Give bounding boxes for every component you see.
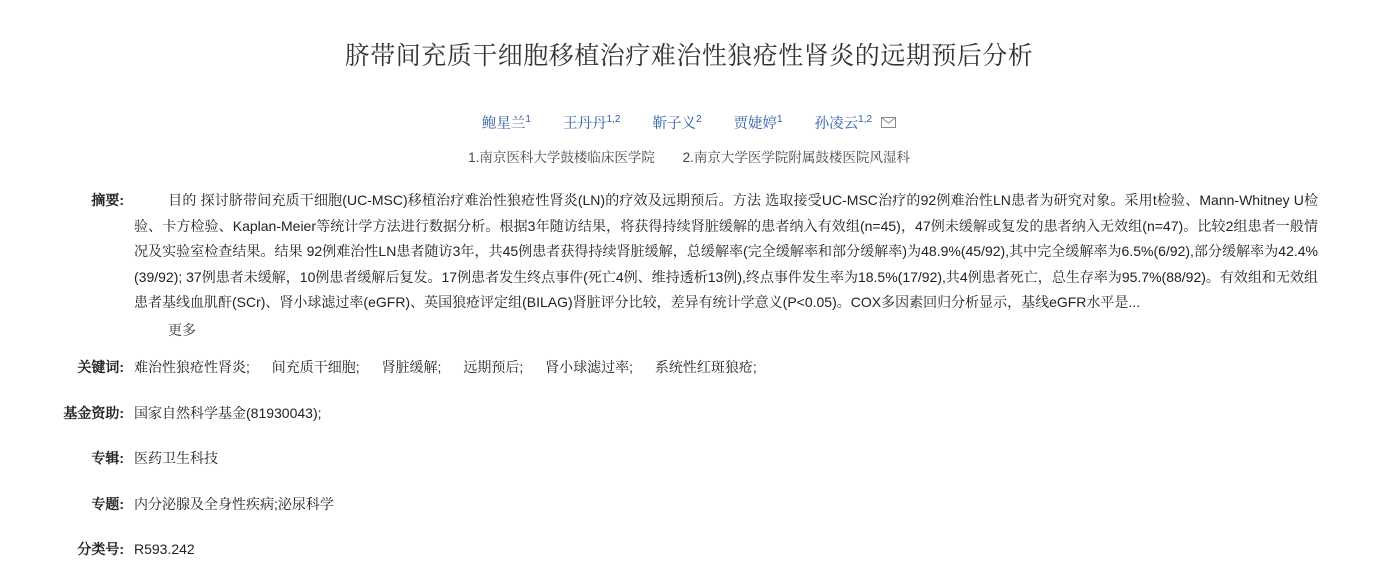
- affiliation-list: [60, 146, 1318, 166]
- keyword-item[interactable]: 系统性红斑狼疮;: [654, 359, 757, 375]
- keyword-item[interactable]: 远期预后;: [463, 359, 524, 375]
- author-name: 鲍星兰: [481, 116, 526, 132]
- abstract-text: 目的 探讨脐带间充质干细胞(UC-MSC)移植治疗难治性狼疮性肾炎(LN)的疗效及远期预后。方法 选取接受UC-MSC治疗的92例难治性LN患者为研究对象。采用t检验、Mann-Whitney U检验、卡方检验、Kaplan-Meier等统计学方法进行数据分析。根据3年随访结果，将获得持续肾脏缓解的患者纳入有效组(n=45)，47例未缓解或复发的患者纳入无效组(n=47)。比较2组患者一般情况及实验室检查结果。结果 92例难治性LN患者随访3年，共45例患者获得持续肾脏缓解，总缓解率(完全缓解率和部分缓解率)为48.9%(45/92),其中完全缓解率为6.5%(6/92),部分缓解率为42.4%(39/92); 37例患者未缓解，10例患者缓解后复发。17例患者发生终点事件(死亡4例、维持透析13例),终点事件发生率为18.5%(17/92),共4例患者死亡，总生存率为95.7%(88/92)。有效组和无效组患者基线血肌酐(SCr)、肾小球滤过率(eGFR)、英国狼疮评定组(BILAG)肾脏评分比较，差异有统计学意义(P<0.05)。COX多因素回归分析显示，基线eGFR水平是...: [134, 192, 1318, 310]
- author-item[interactable]: [563, 112, 620, 133]
- author-affiliation-marker: 1: [525, 114, 531, 126]
- author-name: 贾婕婷: [733, 116, 778, 132]
- collection-row: [60, 446, 1318, 472]
- author-item[interactable]: [734, 112, 783, 133]
- author-affiliation-marker: 1: [777, 114, 783, 126]
- author-affiliation-marker: 1,2: [606, 114, 621, 126]
- abstract-more-link[interactable]: 更多: [168, 321, 196, 338]
- keyword-item[interactable]: 肾脏缓解;: [381, 359, 442, 375]
- author-item[interactable]: [815, 112, 896, 133]
- funding-value[interactable]: 国家自然科学基金(81930043);: [134, 404, 322, 421]
- author-item[interactable]: [652, 112, 701, 133]
- author-item[interactable]: [482, 112, 531, 133]
- abstract-row: [60, 188, 1318, 343]
- collection-value[interactable]: 医药卫生科技: [134, 450, 218, 466]
- author-affiliation-marker: 1,2: [858, 114, 873, 126]
- author-affiliation-marker: 2: [695, 114, 702, 126]
- keywords-label: 关键词:: [77, 359, 124, 375]
- affiliation-item[interactable]: 1.南京医科大学鼓楼临床医学院: [468, 150, 655, 165]
- topic-value[interactable]: 内分泌腺及全身性疾病;泌尿科学: [134, 495, 334, 512]
- abstract-text-body: [134, 188, 1318, 316]
- paper-metadata: [60, 188, 1318, 563]
- collection-label: 专辑:: [91, 450, 124, 466]
- topic-row: [60, 492, 1318, 518]
- funding-label: 基金资助:: [63, 404, 124, 421]
- topic-label: 专题:: [91, 495, 124, 512]
- affiliation-item[interactable]: 2.南京大学医学院附属鼓楼医院风湿科: [682, 150, 910, 165]
- keywords-row: [60, 355, 1318, 381]
- keyword-item[interactable]: 间充质干细胞;: [271, 359, 360, 375]
- classification-row: [60, 537, 1318, 563]
- author-name: 王丹丹: [563, 116, 607, 132]
- abstract-value: [134, 188, 1318, 343]
- classification-value[interactable]: R593.242: [134, 541, 195, 557]
- keyword-item[interactable]: 肾小球滤过率;: [545, 359, 634, 375]
- abstract-label: 摘要:: [91, 192, 124, 208]
- author-name: 孙凌云: [814, 116, 859, 132]
- keywords-value: [134, 355, 1318, 381]
- funding-row: [60, 401, 1318, 427]
- page-title: 脐带间充质干细胞移植治疗难治性狼疮性肾炎的远期预后分析: [344, 42, 1034, 70]
- author-list: [60, 112, 1318, 133]
- author-name: 靳子义: [652, 116, 696, 132]
- classification-label: 分类号:: [77, 541, 124, 557]
- keyword-item[interactable]: 难治性狼疮性肾炎;: [134, 359, 250, 375]
- envelope-icon[interactable]: [881, 116, 896, 132]
